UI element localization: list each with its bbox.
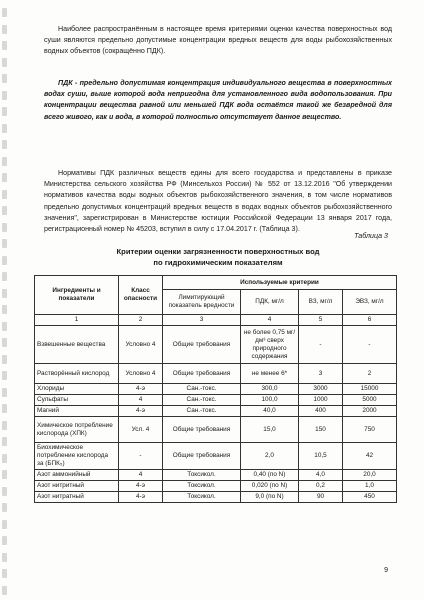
binder-hole [2, 553, 7, 562]
table-cell: Хлориды [35, 384, 119, 395]
table-caption-line1: Критерии оценки загрязненности поверхностных вод [116, 247, 320, 256]
binder-hole [2, 487, 7, 496]
binder-hole [2, 338, 7, 347]
binder-hole [2, 322, 7, 331]
binder-hole [2, 470, 7, 479]
table-cell: Токсикол. [163, 481, 241, 492]
binder-hole [2, 25, 7, 34]
table-cell: Сан.-токс. [163, 384, 241, 395]
binder-hole [2, 305, 7, 314]
binder-hole [2, 173, 7, 182]
col-number: 3 [163, 315, 241, 326]
table-row [35, 364, 397, 384]
table-row [35, 481, 397, 492]
binder-hole [2, 421, 7, 430]
table-row [35, 384, 397, 395]
table-cell: 2,0 [241, 443, 299, 470]
table-cell: 4 [119, 395, 163, 406]
binder-hole [2, 503, 7, 512]
table-cell: Токсикол. [163, 492, 241, 503]
table-row [35, 406, 397, 417]
paragraph-regulation: Нормативы ПДК различных веществ едины для всего государства и представлены в приказе Министерства сельского хозяйства РФ (Минсельхоз России) № 552 от 13.12.2016 "Об утверждении нормативов качества воды водных объектов рыбохозяйственного значения, в том числе нормативов предельно допустимых концентраций вредных веществ в водах водных объектов рыбохозяйственного значения", зарегистрирован в Министерстве юстиции Российской Федерации 13 января 2017 года, регистрационный номер № 45203, вступил в силу с 17.04.2017 г. (Таблица 3). [44, 169, 392, 234]
table-cell: 2 [343, 364, 397, 384]
table-cell: 4-э [119, 384, 163, 395]
table-cell: Условно 4 [119, 364, 163, 384]
table-cell: 100,0 [241, 395, 299, 406]
table-cell: 1000 [299, 395, 343, 406]
table-cell: Усл. 4 [119, 417, 163, 443]
binder-hole [2, 520, 7, 529]
binder-hole [2, 91, 7, 100]
table-cell: 4-э [119, 492, 163, 503]
table-cell: 4-э [119, 406, 163, 417]
criteria-table-body [35, 326, 397, 503]
table-cell: 15,0 [241, 417, 299, 443]
binder-hole [2, 206, 7, 215]
header-ingredients: Ингредиенты и показатели [35, 276, 119, 315]
table-row [35, 326, 397, 364]
binder-hole [2, 536, 7, 545]
table-cell: 450 [343, 492, 397, 503]
table-cell: 15000 [343, 384, 397, 395]
col-number: 1 [35, 315, 119, 326]
table-cell: Азот аммонийный [35, 470, 119, 481]
table-cell: Биохимическое потребление кислорода за (БПК₅) [35, 443, 119, 470]
table-cell: 4,0 [299, 470, 343, 481]
table-cell: 0,020 (по N) [241, 481, 299, 492]
binder-hole [2, 157, 7, 166]
table-number: Таблица 3 [354, 232, 388, 240]
table-row [35, 492, 397, 503]
binder-hole [2, 74, 7, 83]
binder-hole [2, 437, 7, 446]
binder-hole [2, 371, 7, 380]
table-cell: 3 [299, 364, 343, 384]
table-cell: 150 [299, 417, 343, 443]
binder-hole [2, 124, 7, 133]
table-cell: 5000 [343, 395, 397, 406]
table-row [35, 395, 397, 406]
table-row [35, 443, 397, 470]
table-cell: Общие требования [163, 417, 241, 443]
col-number: 6 [343, 315, 397, 326]
col-number: 5 [299, 315, 343, 326]
table-cell: Общие требования [163, 364, 241, 384]
header-limiting: Лимитирующий показатель вредности [163, 290, 241, 315]
table-cell: Сульфаты [35, 395, 119, 406]
table-cell: 1,0 [343, 481, 397, 492]
binder-hole [2, 355, 7, 364]
table-cell: 300,0 [241, 384, 299, 395]
table-cell: Взвешенные вещества [35, 326, 119, 364]
table-cell: Общие требования [163, 326, 241, 364]
table-row [35, 417, 397, 443]
table-cell: Растворённый кислород [35, 364, 119, 384]
header-vz: ВЗ, мг/л [299, 290, 343, 315]
table-cell: Химическое потребление кислорода (ХПК) [35, 417, 119, 443]
table-cell: 3000 [299, 384, 343, 395]
table-cell: 4-э [119, 481, 163, 492]
table-cell: 400 [299, 406, 343, 417]
binder-hole [2, 239, 7, 248]
table-cell: Азот нитритный [35, 481, 119, 492]
table-row [35, 470, 397, 481]
table-cell: - [119, 443, 163, 470]
binder-hole [2, 289, 7, 298]
header-evz: ЭВЗ, мг/л [343, 290, 397, 315]
binder-hole [2, 272, 7, 281]
binder-hole [2, 454, 7, 463]
table-cell: Магний [35, 406, 119, 417]
table-caption [44, 246, 392, 268]
table-cell: 42 [343, 443, 397, 470]
col-number: 2 [119, 315, 163, 326]
binder-hole [2, 388, 7, 397]
table-cell: 40,0 [241, 406, 299, 417]
binder-hole [2, 190, 7, 199]
table-cell: Общие требования [163, 443, 241, 470]
binder-hole [2, 8, 7, 17]
binder-hole [2, 41, 7, 50]
binder-hole [2, 569, 7, 578]
binder-hole [2, 223, 7, 232]
table-cell: 4 [119, 470, 163, 481]
table-cell: 20,0 [343, 470, 397, 481]
table-caption-line2: по гидрохимическим показателям [153, 258, 283, 267]
table-cell: 2000 [343, 406, 397, 417]
table-cell: 0,2 [299, 481, 343, 492]
binder-hole [2, 404, 7, 413]
table-cell: Сан.-токс. [163, 406, 241, 417]
header-criteria-group: Используемые критерии [163, 276, 397, 290]
binder-holes [2, 0, 8, 600]
binder-hole [2, 256, 7, 265]
binder-hole [2, 140, 7, 149]
table-cell: не менее 6* [241, 364, 299, 384]
table-cell: 0,40 (по N) [241, 470, 299, 481]
binder-hole [2, 107, 7, 116]
table-cell: - [343, 326, 397, 364]
paragraph-pdk-definition: ПДК - предельно допустимая концентрация индивидуального вещества в поверхностных водах суши, выше которой вода непригодна для установленного вида водопользования. При концентрации вещества равной или меньшей ПДК вода остаётся такой же безвредной для всего живого, как и вода, в которой полностью отсутствует данное вещество. [44, 79, 392, 121]
paragraph-intro: Наиболее распространённым в настоящее время критериями оценки качества поверхностных вод суши являются предельно допустимые концентрации вредных веществ для воды рыбохозяйственных водных объектов (сокращённо ПДК). [44, 25, 392, 56]
table-cell: 10,5 [299, 443, 343, 470]
binder-hole [2, 586, 7, 595]
col-number: 4 [241, 315, 299, 326]
binder-hole [2, 58, 7, 67]
criteria-table [34, 275, 397, 503]
table-cell: не более 0,75 мг/дм³ сверх природного содержания [241, 326, 299, 364]
table-cell: - [299, 326, 343, 364]
table-cell: Азот нитратный [35, 492, 119, 503]
table-cell: 750 [343, 417, 397, 443]
header-hazard-class: Класс опасности [119, 276, 163, 315]
table-cell: Токсикол. [163, 470, 241, 481]
page-number: 9 [384, 567, 388, 574]
table-cell: 90 [299, 492, 343, 503]
table-cell: Условно 4 [119, 326, 163, 364]
table-cell: 9,0 (по N) [241, 492, 299, 503]
header-pdk: ПДК, мг/л [241, 290, 299, 315]
table-cell: Сан.-токс. [163, 395, 241, 406]
